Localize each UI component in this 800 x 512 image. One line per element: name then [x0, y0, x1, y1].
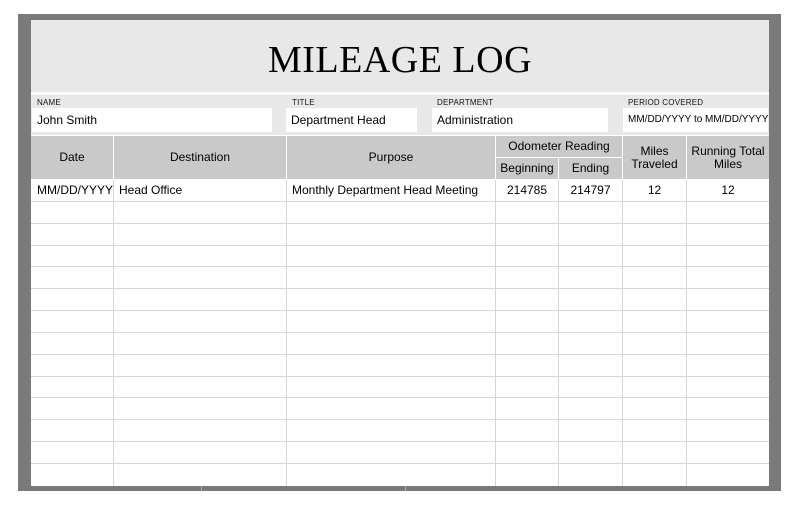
period-field[interactable]: MM/DD/YYYY to MM/DD/YYYY	[623, 108, 768, 132]
header-miles-traveled: Miles Traveled	[623, 136, 687, 180]
row-divider	[31, 419, 769, 420]
row-divider	[31, 288, 769, 289]
cell-beginning[interactable]: 214785	[506, 183, 548, 197]
cell-ending[interactable]: 214797	[570, 183, 611, 197]
department-label: DEPARTMENT	[437, 98, 494, 107]
header-running-total: Running Total Miles	[687, 136, 769, 180]
title-label: TITLE	[292, 98, 315, 107]
cell-miles-traveled[interactable]: 12	[647, 183, 662, 197]
row-divider	[31, 463, 769, 464]
period-label: PERIOD COVERED	[628, 98, 704, 107]
row-divider	[31, 245, 769, 246]
cell-running-total[interactable]: 12	[721, 183, 735, 197]
name-label: NAME	[37, 98, 61, 107]
department-field[interactable]: Administration	[432, 108, 608, 132]
header-purpose: Purpose	[287, 136, 496, 180]
header-date: Date	[31, 136, 114, 180]
page-title: MILEAGE LOG	[267, 39, 533, 81]
header-ending: Ending	[559, 158, 623, 180]
row-divider	[31, 332, 769, 333]
row-divider	[31, 441, 769, 442]
cell-purpose[interactable]: Monthly Department Head Meeting	[292, 183, 479, 197]
name-field[interactable]: John Smith	[32, 108, 272, 132]
bottom-divider	[405, 486, 406, 491]
header-odometer: Odometer Reading	[496, 136, 623, 158]
title-field[interactable]: Department Head	[286, 108, 417, 132]
title-band	[31, 20, 769, 92]
row-divider	[31, 376, 769, 377]
bottom-border	[31, 486, 769, 491]
header-beginning: Beginning	[496, 158, 559, 180]
row-divider	[31, 397, 769, 398]
cell-destination[interactable]: Head Office	[119, 183, 183, 197]
row-divider	[31, 201, 769, 202]
row-divider	[31, 354, 769, 355]
row-divider	[31, 266, 769, 267]
row-divider	[31, 223, 769, 224]
bottom-divider	[201, 486, 202, 491]
row-divider	[31, 310, 769, 311]
header-destination: Destination	[114, 136, 287, 180]
cell-date[interactable]: MM/DD/YYYY	[37, 183, 113, 197]
